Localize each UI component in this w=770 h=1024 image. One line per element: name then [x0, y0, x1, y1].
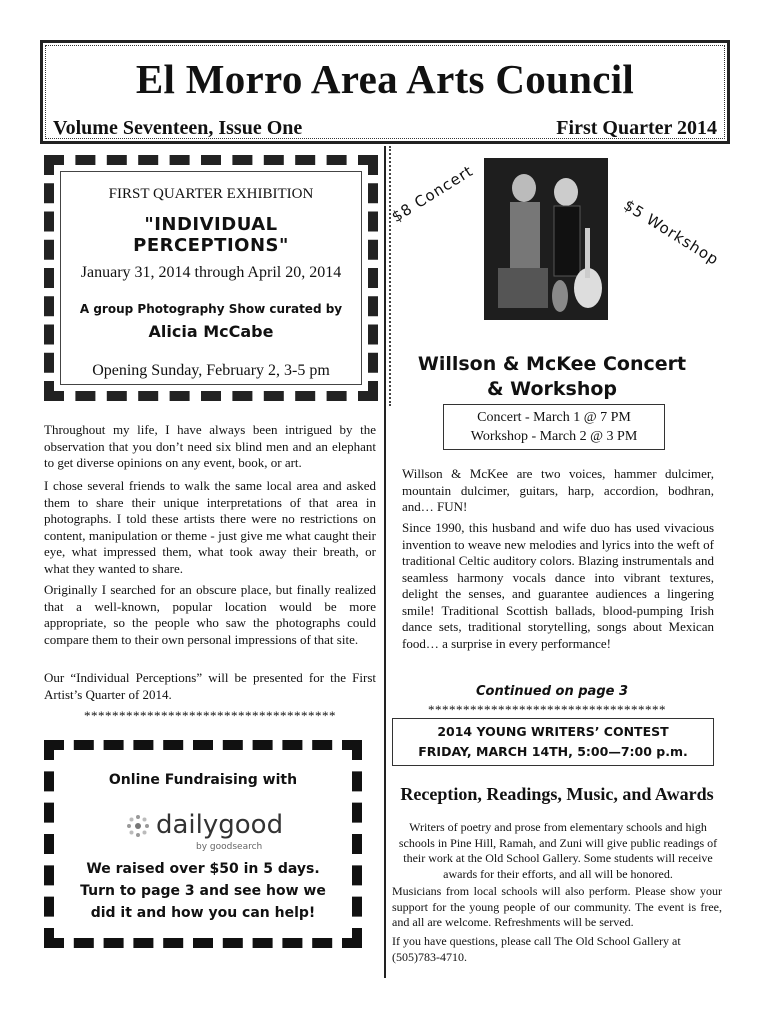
contest-title: 2014 YOUNG WRITERS’ CONTEST [437, 724, 669, 739]
concert-schedule: Concert - March 1 @ 7 PM [477, 410, 631, 425]
concert-heading [392, 352, 712, 402]
exhibition-box [44, 155, 378, 401]
fundraising-line-2: Turn to page 3 and see how we [80, 883, 326, 899]
column-divider [384, 146, 386, 978]
dailygood-logo-icon [126, 814, 150, 838]
fundraising-line-1: We raised over $50 in 5 days. [86, 861, 320, 877]
dailygood-logo [126, 810, 286, 854]
exhibition-inner-frame [60, 171, 362, 385]
issue-quarter: First Quarter 2014 [556, 117, 717, 139]
contest-banner [392, 718, 714, 766]
article-paragraph-1: Throughout my life, I have always been intrigued by the observation that you don’t need six blind men and an elephant to get diverse opinions on any event, book, or art. [44, 422, 376, 470]
fundraising-title: Online Fundraising with [108, 772, 298, 788]
issue-volume: Volume Seventeen, Issue One [53, 117, 303, 139]
contest-paragraph-3: If you have questions, please call The Old School Gallery at (505)783-4710. [392, 934, 681, 964]
article-paragraph-2: I chose several friends to walk the same local area and asked them to share their unique interpretations of that area in photographs. I told these artists there were no restrictions on content, manipulation or theme - just give me what caught their eye, what impressed them, what took away their breath, or what they wanted to share. [44, 478, 376, 576]
reception-heading: Reception, Readings, Music, and Awards [400, 784, 714, 804]
concert-schedule-box [443, 404, 665, 450]
exhibition-group-line: A group Photography Show curated by [79, 302, 343, 316]
dailygood-logo-text: dailygood [156, 810, 284, 840]
masthead-title: El Morro Area Arts Council [135, 56, 635, 102]
masthead-box [40, 40, 730, 144]
concert-price-tag: $8 Concert [388, 161, 477, 226]
contest-paragraph-2: Musicians from local schools will also perform. Please show your support for the young people of our community. The event is free, and all are welcome. Refreshments will be served. [392, 884, 722, 929]
exhibition-title: "INDIVIDUAL PERCEPTIONS" [133, 214, 289, 256]
star-separator-right: ********************************** [428, 702, 666, 717]
column-divider-dotted [389, 146, 391, 406]
concert-paragraph-2: Since 1990, this husband and wife duo has used vivacious invention to weave new melodies and lyrics into the weft of traditional Celtic auditory colors. Blazing instrumentals and seamless harmony vocals dance into vibrant textures, delight the senses, and guarantee audiences a lingering smile! Traditional Scottish ballads, blood-pumping Irish dance sets, traditional storytelling, songs about Mexican food… a surprise in every performance! [402, 520, 714, 651]
concert-paragraph-1: Willson & McKee are two voices, hammer dulcimer, mountain dulcimer, guitars, harp, accordion, bodhran, and… FUN! [402, 466, 714, 514]
exhibition-label: FIRST QUARTER EXHIBITION [108, 186, 314, 202]
exhibition-dates: January 31, 2014 through April 20, 2014 [80, 264, 342, 281]
fundraising-line-3: did it and how you can help! [90, 905, 316, 921]
contest-paragraph-1: Writers of poetry and prose from elementary schools and high schools in Pine Hill, Ramah, and Zuni will give public readings of their work at the Old School Gallery. Some students will receive awards for their efforts, and all will be honored. [398, 820, 718, 881]
exhibition-curator: Alicia McCabe [148, 322, 274, 341]
fundraising-body [54, 858, 352, 924]
workshop-schedule: Workshop - March 2 @ 3 PM [470, 429, 638, 444]
exhibition-opening: Opening Sunday, February 2, 3-5 pm [92, 362, 330, 379]
musicians-photo [484, 158, 608, 320]
musicians-photo-image [484, 158, 608, 320]
continued-note: Continued on page 3 [475, 684, 629, 699]
article-paragraph-4: Our “Individual Perceptions” will be presented for the First Artist’s Quarter of 2014. [44, 670, 376, 702]
concert-heading-line-1: Willson & McKee Concert [417, 353, 687, 375]
contest-date: FRIDAY, MARCH 14TH, 5:00—7:00 p.m. [418, 744, 688, 759]
article-paragraph-3: Originally I searched for an obscure place, but finally realized that a well-known, popular location would be more appropriate, so the people who saw the photographs could compare them to their own personal impressions of that site. [44, 582, 376, 647]
fundraising-box [44, 740, 362, 948]
workshop-price-tag: $5 Workshop [620, 196, 723, 269]
dailygood-logo-subtext: by goodsearch [196, 842, 263, 852]
concert-heading-line-2: & Workshop [486, 378, 617, 400]
star-separator-left: ************************************ [84, 708, 336, 723]
